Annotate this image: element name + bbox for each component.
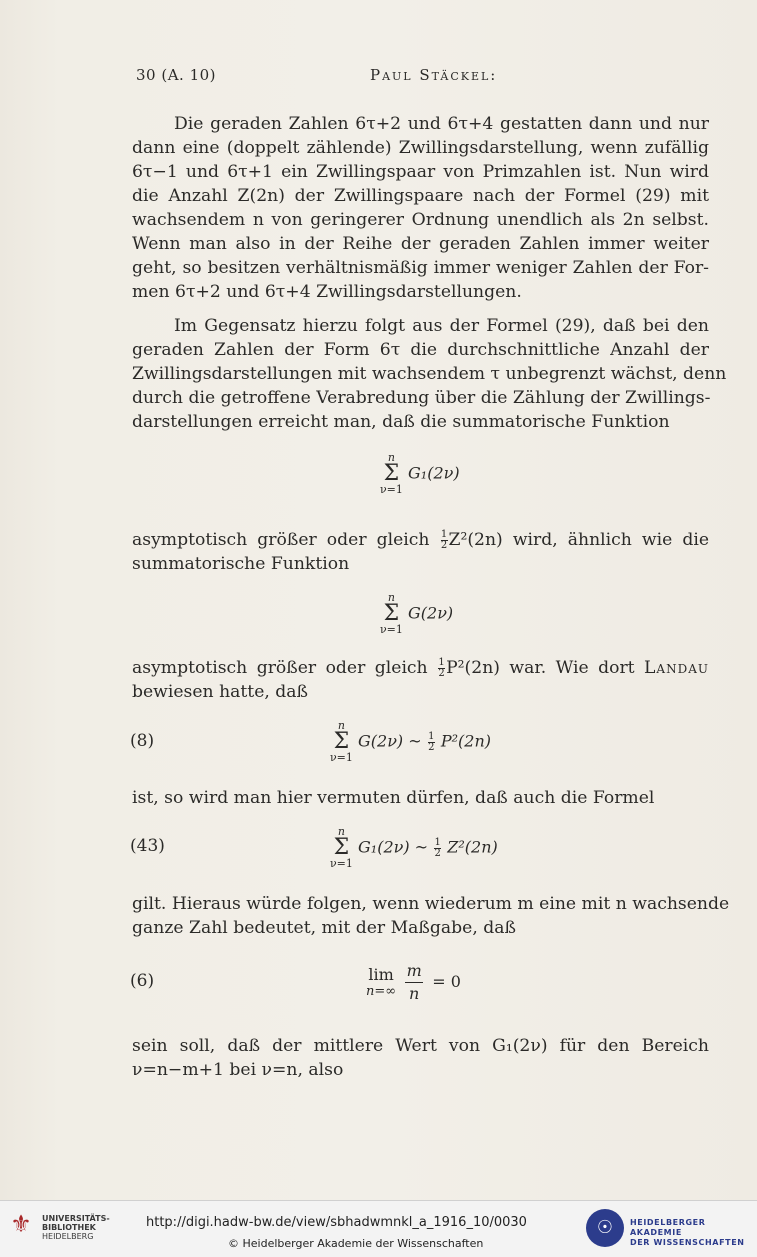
fraction-half [438, 658, 445, 679]
fraction-num: 1 [434, 836, 441, 848]
sum-lower: ν=1 [380, 483, 403, 496]
text-segment: asymptotisch größer oder gleich [132, 530, 430, 550]
fraction-num: 1 [428, 730, 435, 742]
summation [330, 720, 353, 764]
text-line: Die geraden Zahlen 6τ+2 und 6τ+4 gestatten dann und nur [174, 114, 709, 134]
text-line: ist, so wird man hier vermuten dürfen, daß auch die Formel [132, 788, 655, 808]
limit-label: lim [368, 964, 394, 984]
text-line: ganze Zahl bedeutet, mit der Maßgabe, daß [132, 918, 516, 938]
academy-name-line: DER WISSENSCHAFTEN [630, 1238, 745, 1247]
paragraph-6 [132, 892, 730, 940]
university-library-name[interactable] [42, 1214, 110, 1241]
academy-seal-icon[interactable]: ☉ [586, 1209, 624, 1247]
equation-number-6: (6) [130, 971, 155, 991]
fraction-den: n [409, 984, 420, 1003]
academy-name[interactable] [630, 1218, 757, 1248]
equation-rhs: Z²(2n) [447, 837, 498, 857]
university-library-logo-icon[interactable]: ⚜ [10, 1210, 32, 1238]
sum-upper: n [337, 825, 345, 838]
text-line: durch die getroffene Verabredung über die Zählung der Zwillings- [132, 388, 711, 408]
sigma-icon: Σ [383, 461, 400, 486]
text-line: bewiesen hatte, daß [132, 682, 309, 702]
text-line: gilt. Hieraus würde folgen, wenn wiederum m eine mit n wachsende [132, 894, 730, 914]
library-name-line: BIBLIOTHEK [42, 1223, 96, 1232]
text-line: wachsendem n von geringerer Ordnung unendlich als 2n selbst. [132, 210, 709, 230]
text-line: summatorische Funktion [132, 554, 350, 574]
limit-sub: n=∞ [366, 983, 397, 999]
fraction-den: 2 [434, 847, 441, 859]
text-line: Wenn man also in der Reihe der geraden Zahlen immer weiter [132, 234, 709, 254]
text-line [132, 656, 709, 680]
equation-43 [330, 826, 498, 870]
sum-lower: ν=1 [380, 623, 403, 636]
paragraph-2 [132, 314, 727, 434]
fraction-half [434, 838, 441, 859]
equation-rhs: = 0 [432, 972, 461, 991]
fraction-num: 1 [438, 657, 445, 668]
sigma-icon: Σ [333, 729, 350, 754]
copyright-notice: © Heidelberger Akademie der Wissenschaften [228, 1237, 484, 1250]
fraction-bar [405, 982, 423, 983]
text-line: geht, so besitzen verhältnismäßig immer weniger Zahlen der For- [132, 258, 709, 278]
text-line: Zwillingsdarstellungen mit wachsendem τ unbegrenzt wächst, denn [132, 364, 727, 384]
sum-lower: ν=1 [330, 857, 353, 870]
fraction-m-over-n [405, 962, 423, 1003]
paragraph-3 [132, 528, 709, 576]
text-line: ν=n−m+1 bei ν=n, also [132, 1060, 344, 1080]
author-name: Landau [644, 658, 709, 678]
paragraph-4 [132, 656, 709, 704]
equation-lhs: G(2ν) ~ [358, 731, 422, 751]
sum-upper: n [387, 591, 395, 604]
fraction-num: m [406, 961, 422, 980]
library-name-line: HEIDELBERG [42, 1232, 94, 1241]
text-line: die Anzahl Z(2n) der Zwillingspaare nach der Formel (29) mit [132, 186, 709, 206]
text-segment: P²(2n) war. Wie dort [446, 658, 635, 678]
equation-number-43: (43) [130, 836, 165, 856]
academy-name-line: HEIDELBERGER AKADEMIE [630, 1218, 706, 1237]
page-number: 30 (A. 10) [136, 66, 217, 84]
formula-body: G(2ν) [408, 603, 454, 623]
sum-upper: n [337, 719, 345, 732]
paragraph-1 [132, 112, 709, 304]
paragraph-7 [132, 1034, 709, 1082]
fraction-half [428, 732, 435, 753]
text-line: dann eine (doppelt zählende) Zwillingsdarstellung, wenn zufällig [132, 138, 709, 158]
summation [380, 452, 403, 496]
text-line: darstellungen erreicht man, daß die summatorische Funktion [132, 412, 670, 432]
equation-6 [366, 962, 461, 1003]
sum-lower: ν=1 [330, 751, 353, 764]
sigma-icon: Σ [333, 835, 350, 860]
limit [366, 966, 396, 1000]
paragraph-5 [132, 786, 709, 810]
equation-8 [330, 720, 491, 764]
text-line: Im Gegensatz hierzu folgt aus der Formel (29), daß bei den [174, 316, 709, 336]
equation-rhs: P²(2n) [440, 731, 492, 751]
library-name-line: UNIVERSITÄTS- [42, 1214, 110, 1223]
text-line: geraden Zahlen der Form 6τ die durchschnittliche Anzahl der [132, 340, 709, 360]
sigma-icon: Σ [383, 601, 400, 626]
equation-number-8: (8) [130, 731, 155, 751]
summation [330, 826, 353, 870]
fraction-den: 2 [440, 540, 448, 551]
running-header-author: Paul Stäckel: [370, 66, 498, 84]
fraction-den: 2 [428, 741, 435, 753]
equation-lhs: G₁(2ν) ~ [358, 837, 429, 857]
text-line: men 6τ+2 und 6τ+4 Zwillingsdarstellungen. [132, 282, 522, 302]
formula-sum-g [380, 592, 453, 636]
permalink-url[interactable]: http://digi.hadw-bw.de/view/sbhadwmnkl_a_1916_10/0030 [146, 1215, 527, 1230]
text-line: 6τ−1 und 6τ+1 ein Zwillingspaar von Primzahlen ist. Nun wird [132, 162, 709, 182]
sum-upper: n [387, 451, 395, 464]
viewer-footer [0, 1200, 757, 1257]
formula-sum-g1 [380, 452, 460, 496]
text-line: sein soll, daß der mittlere Wert von G₁(2ν) für den Bereich [132, 1036, 709, 1056]
formula-body: G₁(2ν) [408, 463, 460, 483]
fraction-half [441, 530, 448, 551]
text-line [132, 528, 709, 552]
fraction-num: 1 [440, 529, 448, 540]
summation [380, 592, 403, 636]
text-segment: asymptotisch größer oder gleich [132, 658, 428, 678]
fraction-den: 2 [438, 668, 445, 679]
text-segment: Z²(2n) wird, ähnlich wie die [448, 530, 709, 550]
